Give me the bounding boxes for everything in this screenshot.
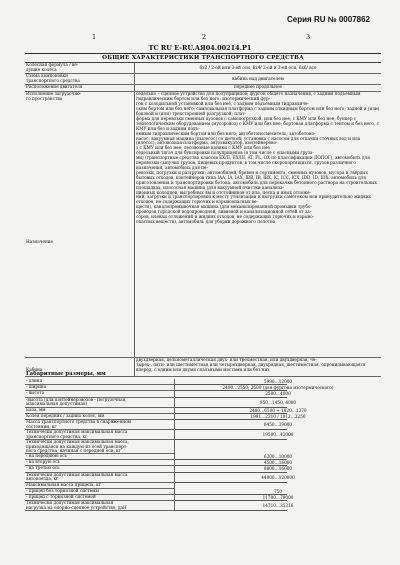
dim-value: 6450…39000 xyxy=(263,421,293,427)
row-value: двухдверная, цельнометаллическая двух- или трехместная, или двухдверная, че- тырех-, пяти- или шестиместная или четырехдверная, двухрядная, шестиместная, опрокидывающаяся вперед, с одним или двумя спальными местами или без них xyxy=(136,357,366,373)
dim-value: 4500…16000 xyxy=(263,460,293,466)
dim-label: - на переднюю ось xyxy=(25,454,175,460)
dim-value: 44000…120000 xyxy=(261,474,295,480)
dim-label: Технически допустимая максимальная масса транспортного средства, кг xyxy=(25,430,175,440)
dim-label: - на вторую ось xyxy=(25,460,175,466)
dim-value: 1991…2210 / 1812…2250 xyxy=(250,413,306,419)
row-label: Схема компоновки транспортного средства xyxy=(25,74,135,84)
row-label: Колесная формула / ве- дущие колеса xyxy=(25,63,135,73)
dim-value: 2480…6500 + 1820…1370 xyxy=(249,407,307,413)
row-label: Расположение двигателя xyxy=(25,85,135,91)
dim-value: 5990…12000 xyxy=(263,379,293,384)
dimensions-title: Габаритные размеры, мм xyxy=(26,371,106,377)
section-title: ОБЩИЕ ХАРАКТЕРИСТИКИ ТРАНСПОРТНОГО СРЕДСТВА xyxy=(25,53,381,61)
dim-value: 750 xyxy=(274,488,282,494)
dim-row xyxy=(25,440,381,454)
series-number: Серия RU № 0007862 xyxy=(287,15,370,24)
dim-label: - прицеп с тормозной системой xyxy=(25,495,175,501)
dim-label: - на третью ось xyxy=(25,466,175,472)
dim-label: -высота (для контейнеровозов - погрузочная, максимальная допустимая) xyxy=(25,398,175,408)
dim-row xyxy=(25,473,381,483)
dim-value: 8800…16000 xyxy=(263,466,293,472)
dim-label: Технически допустимая максимальная масса автопоезда, кг xyxy=(25,473,175,483)
dim-label: Технически допустимая максимальная нагрузка на опорно-сцепное устройство, даН xyxy=(25,501,175,511)
purpose-label-cell xyxy=(25,92,135,357)
dim-row xyxy=(25,398,381,408)
dim-value: 950…1450, 4000 xyxy=(259,399,297,405)
dim-label: Технически допустимая максимальная масса, приходящаяся на каждую из осей транспорт- ного средства, начиная с передней оси, кг xyxy=(25,440,175,454)
dim-label: - высота xyxy=(25,391,175,397)
dim-value: 2490…2550; 2600 (для фургона изотермического) xyxy=(222,385,334,391)
dim-label: Масса транспортного средства в снаряженном состоянии, кг xyxy=(25,420,175,430)
dim-label: - прицеп без тормозной системы xyxy=(25,489,175,495)
table-row xyxy=(25,63,381,74)
purpose-value: седельно – сцепное устройство для полуприцепов; фургон общего назначения, с задним подъемным гидравлическим бортом или без него; изотермический фур- гон с холодильной установкой или без неё, с задним подъемным гидравличе- ским бортом или без него; самосвальная платформа с задним откидным бортом или без него; задней и (или) боковой и (или) трехсторонней разгрузкой; плат- форма для перевозки сменных кузовов с самопогрузкой, или без нее; с КМУ или без нее; бункер с технологическим оборудованием (мусоровоз) с КМУ или без нее; бортовая платформа с тентом и без него, с КМУ или без и задним подъ- емным гидравлическим бортом или без него; автобетоносмеситель; автобетоно- насос; вакуумная машина (пылесос) со щеткой; установка с насосом для откачки сточных вод и ила (илосос); автовозная платформа, автоэвакуатор, контейнерово- з с КМУ или без нее; лесовозные коники с КМУ или без нее седельный тягач для буксировки полуприцепов (в том числе с опасными груза- ми) (транспортные средства классов EX/II, EX/III, AT, FL, OX по классификации ДОПОГ), автомобиль для перевозки сыпучих грузов, пищевых продуктов, в том числе скоропортящихся, грузов различного назначения, автомобиль для пе- ревозки, погрузки и разгрузки: автомобилей, бревен и сортимента, сменных кузовов, мусора и твердых бытовых отходов, контейнеров типа IAA, IA, IAX, IBB, IB, IBX, IC, ICC, ICX, IDD, ID, IDX, автомобиль для приготовления и транспортировки бетона, автомобиль для перекачки бетонного раствора на строительных площадках, илососная машина (для вакуумной очистки канализа- ционных колодцев, выгребных ям и отстойников от ила, песка и иных отложе- ний, загрузки и транспортировки к месту утилизации и выгрузки самотеком или принудительно жидких отходов, не содержащих горючих и взрывоопасных ве- ществ), каналопромывочная машина (для механизированной промывки трубо- проводов городской водопроводной, ливневой и канализационной сетей от за- соров, илевых отложений и жидких отходов, не содержащих горючих и взрыво- опасных веществ), автомобиль для уборки дорожного полотна xyxy=(136,91,380,224)
dim-value: 19500…42000 xyxy=(262,431,294,437)
dim-label: База, мм xyxy=(25,408,175,414)
page-number-2: 2 xyxy=(202,33,207,41)
dim-label: Максимальная масса прицепа, кг xyxy=(25,483,175,489)
dim-label: Колея передних / задних колес, мм xyxy=(25,414,175,420)
table-row xyxy=(25,74,381,85)
row-value: переднее продольное xyxy=(234,84,282,90)
table-row xyxy=(25,92,381,358)
dim-label: - длина xyxy=(25,379,175,385)
row-value: 6х2 / 2-ой или 3-ей оси, 6х4/ 2-ой и 3-ей оси, 6х6/ все xyxy=(199,65,317,71)
row-label: Назначение xyxy=(26,239,54,244)
dim-value: 2500…4000 xyxy=(265,391,291,397)
page-number-1: 1 xyxy=(92,33,97,41)
page-number-3: 3 xyxy=(306,33,311,41)
dimensions-table xyxy=(25,379,381,511)
dim-value: 11700…79000 xyxy=(262,494,294,500)
dim-label: - ширина xyxy=(25,385,175,391)
document-title: ТС RU E-RU.АЯ04.00214.Р1 xyxy=(148,44,252,52)
row-value: кабина над двигателем xyxy=(232,76,284,82)
dim-row xyxy=(25,501,381,511)
row-label: Исполнение загрузочно- го пространства xyxy=(26,91,82,102)
dim-value: 14710…35316 xyxy=(262,503,294,509)
row-label: Кабина xyxy=(25,358,135,376)
dim-value: 6200…10000 xyxy=(263,453,293,459)
dim-value xyxy=(175,440,381,454)
general-characteristics-table xyxy=(25,62,381,377)
